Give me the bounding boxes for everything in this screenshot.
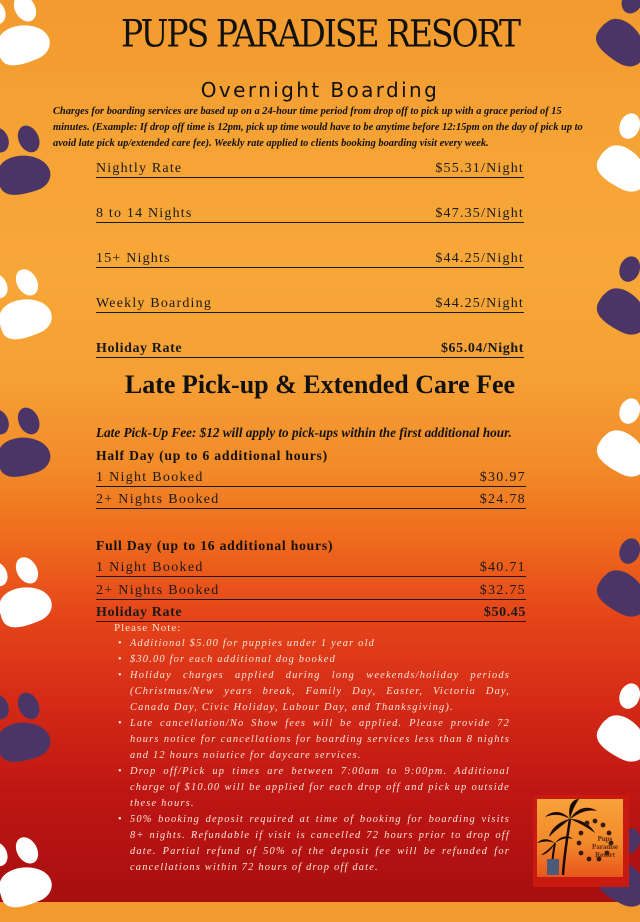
fee-price: $30.97: [479, 470, 526, 485]
fee-label: 1 Night Booked: [96, 560, 204, 575]
half-day-heading: Half Day (up to 6 additional hours): [96, 448, 328, 463]
fee-row-half-day-2-plus-nights: [96, 491, 526, 509]
fee-price: $24.78: [479, 492, 526, 507]
please-note-label: Please Note:: [114, 622, 182, 634]
rate-row-nightly: [96, 159, 524, 178]
full-day-heading: Full Day (up to 16 additional hours): [96, 538, 334, 553]
fee-price: $40.71: [479, 560, 526, 575]
section-title-late-pickup: Late Pick-up & Extended Care Fee: [124, 370, 516, 399]
late-pickup-fee-note: Late Pick-Up Fee: $12 will apply to pick-ups within the first additional hour.: [96, 425, 512, 440]
note-item: • Additional $5.00 for puppies under 1 year old: [112, 636, 510, 652]
paw-print-icon: [586, 248, 640, 347]
rate-price: $65.04/Night: [440, 341, 524, 356]
rate-label: Weekly Boarding: [96, 296, 213, 311]
fee-row-full-day-1-night: [96, 559, 526, 577]
logo-line: Resort: [595, 851, 615, 859]
fee-label: 2+ Nights Booked: [96, 492, 220, 507]
rate-row-weekly: [96, 294, 524, 313]
fee-price: $32.75: [479, 583, 526, 598]
rate-label: 8 to 14 Nights: [96, 206, 193, 221]
note-item: • $30.00 for each additional dog booked: [112, 652, 510, 668]
rate-label: 15+ Nights: [96, 251, 171, 266]
paw-print-icon: [0, 389, 70, 491]
fee-row-half-day-1-night: [96, 469, 526, 487]
rate-price: $44.25/Night: [435, 296, 524, 311]
fee-row-full-day-2-plus-nights: [96, 582, 526, 600]
fee-row-full-day-holiday: [96, 604, 526, 622]
rate-row-8-14-nights: [96, 204, 524, 223]
page-title: PUPS PARADISE RESORT: [121, 11, 519, 56]
note-item: • Holiday charges applied during long weekends/holiday periods (Christmas/New years break, Family Day, Easter, Victoria Day, Canada Day, Civic Holiday, Labour Day, and Thanksgiving).: [112, 668, 510, 716]
paw-print-icon: [0, 674, 70, 776]
boarding-policy-text: Charges for boarding services are based up on a 24-hour time period from drop off to pick up with a grace period of 15 minutes. (Example: If drop off time is 12pm, pick up time would have to be anytime before 12:15pm on the day of pick up to avoid late pick up/extended care fee). Weekly rate applied to clients booking boarding visit every week.: [53, 106, 583, 149]
rate-label: Holiday Rate: [96, 341, 183, 356]
paw-print-icon: [586, 675, 640, 774]
rate-price: $44.25/Night: [435, 251, 524, 266]
section-title-overnight-boarding: Overnight Boarding: [200, 78, 440, 102]
paw-print-icon: [0, 250, 71, 354]
logo-text: [585, 835, 623, 859]
note-item: • Drop off/Pick up times are between 7:00am to 9:00pm. Additional charge of $10.00 will be applied for each drop off and pick up outside these hours.: [112, 764, 510, 812]
paw-print-icon: [586, 390, 640, 489]
paw-print-icon: [0, 538, 71, 642]
paw-print-icon: [0, 818, 71, 922]
rate-price: $55.31/Night: [435, 161, 524, 176]
fee-price: $50.45: [483, 605, 526, 620]
paw-print-icon: [586, 530, 640, 629]
rate-price: $47.35/Night: [435, 206, 524, 221]
note-item: • 50% booking deposit required at time of booking for boarding visits 8+ nights. Refundable if visit is cancelled 72 hours prior to drop off date. Partial refund of 50% of the deposit fee will be refunded for cancellations within 72 hours of drop off date.: [112, 812, 510, 876]
fee-label: Holiday Rate: [96, 605, 183, 620]
note-item: • Late cancellation/No Show fees will be applied. Please provide 72 hours notice for cancellations for boarding services less than 8 nights and 12 hours noiutice for daycare services.: [112, 716, 510, 764]
rate-row-15-plus-nights: [96, 249, 524, 268]
rate-label: Nightly Rate: [96, 161, 183, 176]
fee-label: 2+ Nights Booked: [96, 583, 220, 598]
fee-label: 1 Night Booked: [96, 470, 204, 485]
logo-line: Paradise: [591, 843, 619, 851]
notes-list: [112, 636, 510, 876]
rate-row-holiday: [96, 339, 524, 358]
logo-line: Pups: [597, 835, 613, 843]
resort-logo: [533, 795, 629, 887]
